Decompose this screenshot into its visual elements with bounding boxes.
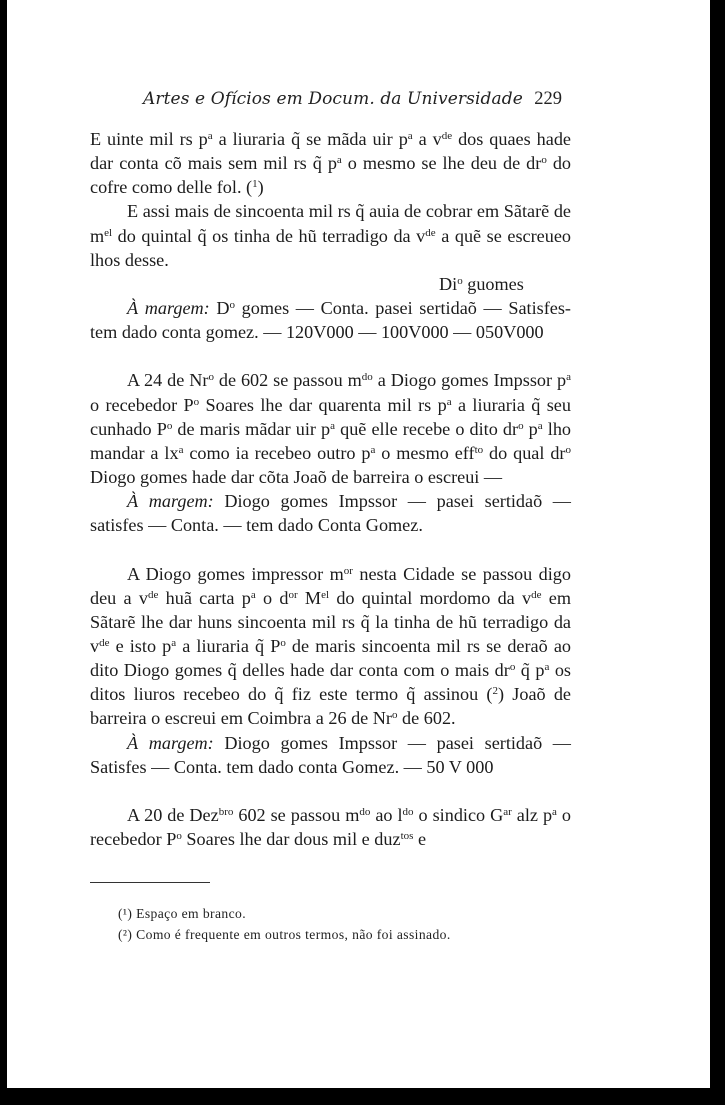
page-number: 229	[534, 89, 562, 109]
paragraph-4: A Diogo gomes impressor $m^{or}$ nesta Cidade se passou digo deu a $v^{de}$ huã carta $p^a$ o $d^{or}$ $M^{el}$ do quintal mordomo da $v^{de}$ em Sãtarẽ lhe dar huns sincoenta mil rs q̃ la tinha de hũ terradigo da $v^{de}$ e isto $p^a$ a liuraria q̃ $P^o$ de maris sincoenta mil rs se deraõ ao dito Diogo gomes q̃ delles hade dar conta com o mais $dr^o$ q̃ $p^a$ os ditos liuros recebeo do q̃ fiz este termo q̃ assinou ($^2$) Joaõ de barreira o escreui em Coimbra a 26 de Nr$^o$ de 602.	[90, 563, 572, 729]
footnotes	[118, 904, 570, 945]
running-title: Artes e Ofícios em Docum. da Universidade	[143, 89, 523, 109]
footnote-marker: (²)	[118, 926, 133, 942]
main-text	[90, 127, 571, 851]
signature-dio-guomes: Di$^o$ guomes	[439, 273, 524, 294]
footnote-1: (¹) Espaço em branco.	[118, 906, 246, 921]
page-header	[90, 84, 570, 114]
footnote-rule	[90, 882, 210, 883]
margin-label: À margem:	[127, 491, 214, 512]
margin-note-3: À margem: Diogo gomes Impssor — pasei sertidaõ — Satisfes — Conta. tem dado conta Gomez. — 50 V 000	[90, 732, 571, 777]
paragraph-5: A 20 de Dez$^{bro}$ 602 se passou $m^{do}$ ao $l^{do}$ o sindico $G^{ar}$ alz $p^a$ o recebedor $P^o$ Soares lhe dar dous mil e duz$^{tos}$ e	[90, 804, 572, 850]
footnote-ref-1: 1	[252, 178, 258, 191]
paragraph-gap	[90, 538, 571, 562]
margin-note-1: À margem: $D^o$ gomes — Conta. pasei sertidaõ — Satisfes-tem dado conta gomez. — 120V000 — 100V000 — 050V000	[90, 298, 571, 343]
footnote-2: (²) Como é frequente em outros termos, não foi assinado.	[118, 926, 451, 942]
margin-label: À margem:	[127, 298, 210, 319]
margin-note-2: À margem: Diogo gomes Impssor — pasei sertidaõ — satisfes — Conta. — tem dado Conta Gomez.	[90, 491, 571, 536]
margin-label: À margem:	[127, 732, 214, 753]
paragraph-2: E assi mais de sincoenta mil rs q̃ auia de cobrar em Sãtarẽ de $m^{el}$ do quintal q̃ os tinha de hũ terradigo da $v^{de}$ a quẽ se escreueo lhos desse.	[90, 201, 571, 270]
paragraph-gap	[90, 779, 571, 803]
paragraph-3: A 24 de Nr$^o$ de 602 se passou $m^{do}$ a Diogo gomes Impssor $p^a$ o recebedor $P^o$ Soares lhe dar quarenta mil rs $p^a$ a liuraria q̃ seu cunhado $P^o$ de maris mãdar uir $p^a$ quẽ elle recebe o dito $dr^o$ $p^a$ lho mandar a $lx^a$ como ia recebeo outro $p^a$ o mesmo eff$^{to}$ do qual $dr^o$ Diogo gomes hade dar cõta Joaõ de barreira o escreui —	[90, 370, 572, 488]
footnote-marker: (¹)	[118, 906, 133, 921]
footnote-ref-2: 2	[492, 685, 498, 698]
paragraph-1: E uinte mil rs $p^a$ a liuraria q̃ se mãda uir $p^a$ a $v^{de}$ dos quaes hade dar conta cõ mais sem mil rs q̃ $p^a$ o mesmo se lhe deu de $dr^o$ do cofre como delle fol. ($^1$)	[90, 129, 572, 198]
paragraph-gap	[90, 344, 571, 368]
